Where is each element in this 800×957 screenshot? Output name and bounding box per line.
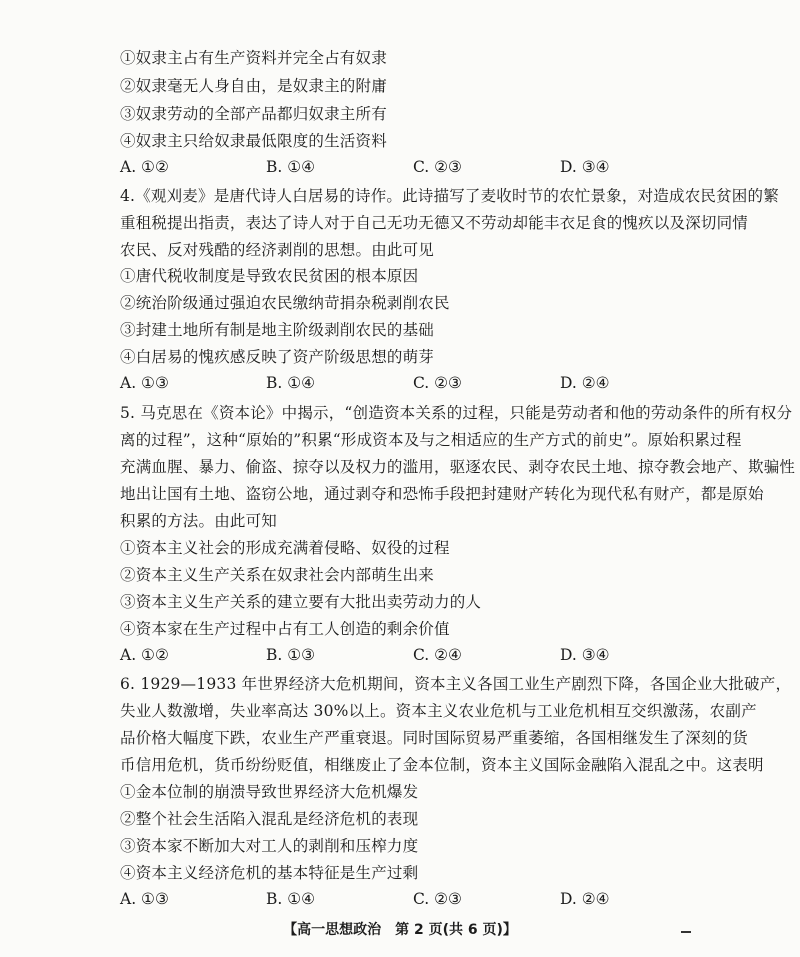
q5-stem-line-2: 离的过程”，这种“原始的”积累“形成资本及与之相适应的生产方式的前史”。原始积累过程 — [120, 431, 742, 449]
q4-stem-line-3: 农民、反对残酷的经济剥削的思想。由此可见 — [120, 241, 435, 259]
q5-option-2: ②资本主义生产关系在奴隶社会内部萌生出来 — [120, 566, 435, 584]
q3-option-3: ③奴隶劳动的全部产品都归奴隶主所有 — [120, 105, 387, 123]
q6-option-3: ③资本家不断加大对工人的剥削和压榨力度 — [120, 837, 419, 855]
q5-option-1: ①资本主义社会的形成充满着侵略、奴役的过程 — [120, 539, 450, 557]
q3-choice-a: A. ①② — [120, 158, 169, 176]
q5-choice-c: C. ②④ — [413, 646, 462, 664]
footer-dash-mark — [681, 931, 691, 933]
q6-choice-b: B. ①④ — [266, 890, 316, 908]
q5-choice-a: A. ①② — [120, 646, 169, 664]
q6-option-2: ②整个社会生活陷入混乱是经济危机的表现 — [120, 810, 419, 828]
q3-choice-c: C. ②③ — [413, 158, 462, 176]
q6-choice-d: D. ②④ — [560, 890, 610, 908]
q5-option-4: ④资本家在生产过程中占有工人创造的剩余价值 — [120, 620, 450, 638]
q5-option-3: ③资本主义生产关系的建立要有大批出卖劳动力的人 — [120, 593, 482, 611]
q6-option-4: ④资本主义经济危机的基本特征是生产过剩 — [120, 864, 419, 882]
q3-answer-choices — [120, 158, 720, 178]
q4-answer-choices — [120, 374, 720, 394]
q6-stem-line-1: 6. 1929—1933 年世界经济大危机期间，资本主义各国工业生产剧烈下降，各国企业大批破产， — [120, 675, 792, 693]
q3-option-1: ①奴隶主占有生产资料并完全占有奴隶 — [120, 49, 387, 67]
q5-choice-b: B. ①③ — [266, 646, 316, 664]
q3-option-2: ②奴隶毫无人身自由，是奴隶主的附庸 — [120, 77, 387, 95]
q6-choice-c: C. ②③ — [413, 890, 462, 908]
q6-choice-a: A. ①③ — [120, 890, 169, 908]
q4-choice-a: A. ①③ — [120, 374, 169, 392]
page-footer: 【高一思想政治 第 2 页(共 6 页)】 — [283, 922, 517, 938]
q3-choice-d: D. ③④ — [560, 158, 610, 176]
q4-option-3: ③封建土地所有制是地主阶级剥削农民的基础 — [120, 321, 435, 339]
q6-answer-choices — [120, 890, 720, 910]
q4-option-1: ①唐代税收制度是导致农民贫困的根本原因 — [120, 267, 419, 285]
q4-choice-d: D. ②④ — [560, 374, 610, 392]
q5-choice-d: D. ③④ — [560, 646, 610, 664]
q6-stem-line-3: 品价格大幅度下跌，农业生产严重衰退。同时国际贸易严重萎缩，各国相继发生了深刻的货 — [120, 729, 749, 747]
q6-stem-line-2: 失业人数激增，失业率高达 30%以上。资本主义农业危机与工业危机相互交织激荡，农副产 — [120, 702, 757, 720]
q5-stem-line-1: 5. 马克思在《资本论》中揭示，“创造资本关系的过程，只能是劳动者和他的劳动条件的所有权分 — [120, 404, 793, 422]
q4-stem-line-1: 4.《观刈麦》是唐代诗人白居易的诗作。此诗描写了麦收时节的农忙景象，对造成农民贫困的繁 — [120, 187, 779, 205]
q6-stem-line-4: 币信用危机，货币纷纷贬值，相继废止了金本位制，资本主义国际金融陷入混乱之中。这表明 — [120, 756, 764, 774]
q4-option-2: ②统治阶级通过强迫农民缴纳苛捐杂税剥削农民 — [120, 294, 450, 312]
q6-option-1: ①金本位制的崩溃导致世界经济大危机爆发 — [120, 783, 419, 801]
q5-answer-choices — [120, 646, 720, 666]
q4-option-4: ④白居易的愧疚感反映了资产阶级思想的萌芽 — [120, 348, 435, 366]
q4-stem-line-2: 重租税提出指责，表达了诗人对于自己无功无德又不劳动却能丰衣足食的愧疚以及深切同情 — [120, 214, 749, 232]
q3-option-4: ④奴隶主只给奴隶最低限度的生活资料 — [120, 132, 387, 150]
q5-stem-line-4: 地出让国有土地、盗窃公地，通过剥夺和恐怖手段把封建财产转化为现代私有财产，都是原始 — [120, 485, 764, 503]
q3-choice-b: B. ①④ — [266, 158, 316, 176]
q4-choice-c: C. ②③ — [413, 374, 462, 392]
q5-stem-line-3: 充满血腥、暴力、偷盗、掠夺以及权力的滥用，驱逐农民、剥夺农民土地、掠夺教会地产、欺骗性 — [120, 458, 796, 476]
q5-stem-line-5: 积累的方法。由此可知 — [120, 512, 278, 530]
q4-choice-b: B. ①④ — [266, 374, 316, 392]
